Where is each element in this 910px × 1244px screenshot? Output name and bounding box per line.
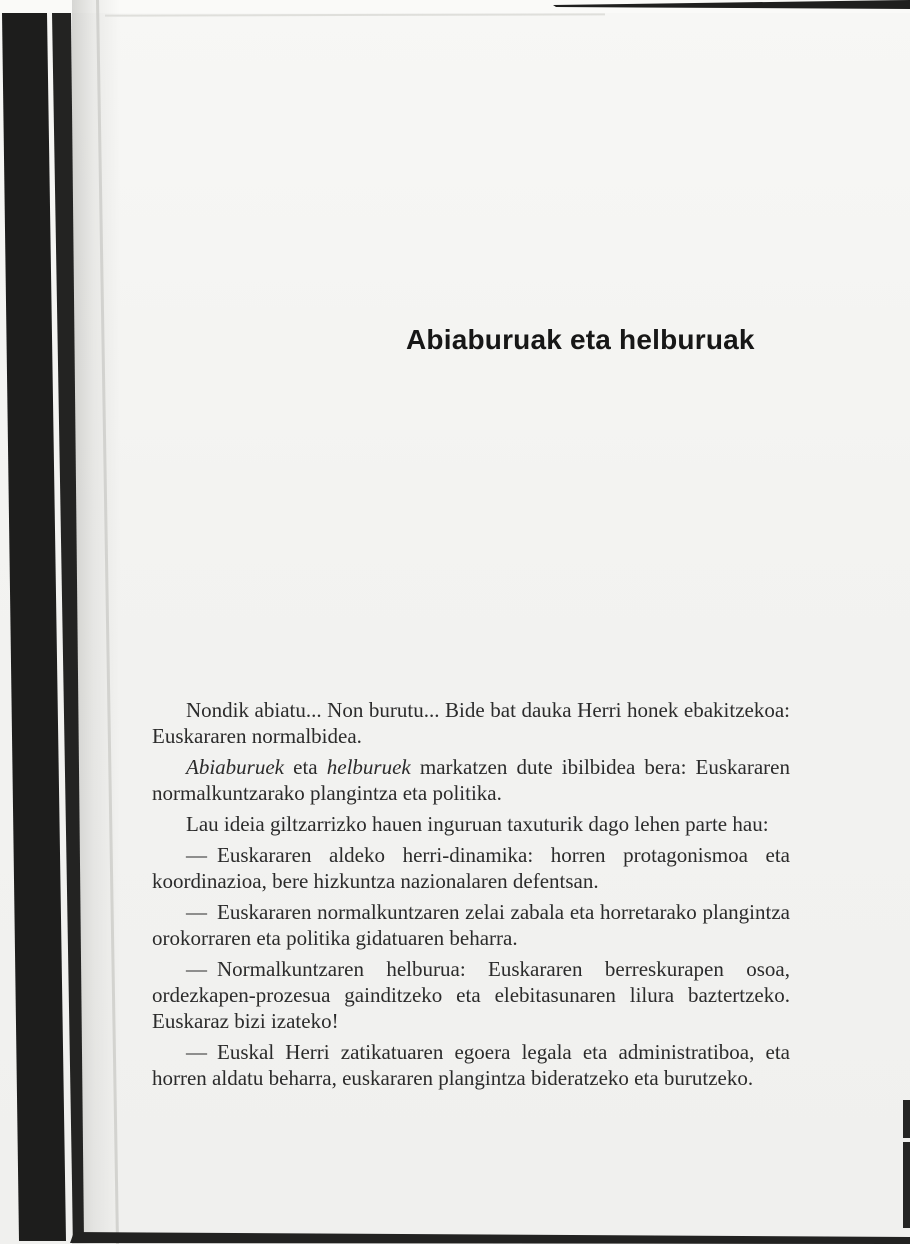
scan-edge-right-upper (903, 1100, 910, 1138)
paragraph (152, 811, 790, 837)
page-title: Abiaburuak eta helburuak (406, 324, 755, 355)
italic-text-run: Abiaburuek (186, 755, 284, 779)
body-text (152, 697, 790, 1096)
text-run: Euskararen normalkuntzaren zelai zabala eta horretarako plangintza orokorraren eta politika gidatuaren beharra. (152, 900, 790, 950)
paragraph (152, 842, 790, 894)
text-run: eta (283, 755, 327, 779)
text-run: Normalkuntzaren helburua: Euskararen berreskurapen osoa, ordezkapen-prozesua gainditzeko eta elebitasunaren lilura baztertzeko. Euskaraz bizi izateko! (152, 957, 790, 1033)
scan-smudge-line (105, 13, 605, 16)
list-dash: — (186, 900, 207, 924)
list-dash: — (186, 843, 207, 867)
text-run: Nondik abiatu... Non burutu... Bide bat dauka Herri honek ebakitzekoa: Euskararen normalbidea. (152, 698, 790, 748)
text-run: Euskal Herri zatikatuaren egoera legala eta administratiboa, eta horren aldatu beharra, euskararen plangintza bideratzeko eta burutzeko. (152, 1040, 790, 1090)
scan-edge-right-lower (903, 1142, 910, 1228)
italic-text-run: helburuek (326, 755, 411, 779)
list-dash: — (186, 957, 207, 981)
text-run: markatzen dute ibilbidea bera: Euskararen normalkuntzarako plangintza eta politika. (152, 755, 790, 805)
paragraph (152, 956, 790, 1034)
list-dash: — (186, 1040, 207, 1064)
paragraph (152, 754, 790, 806)
text-run: Euskararen aldeko herri-dinamika: horren protagonismoa eta koordinazioa, bere hizkuntza nazionalaren defentsan. (152, 843, 790, 893)
paragraph (152, 697, 790, 749)
paragraph (152, 1039, 790, 1091)
paragraph (152, 899, 790, 951)
text-run: Lau ideia giltzarrizko hauen inguruan taxuturik dago lehen parte hau: (186, 812, 769, 836)
